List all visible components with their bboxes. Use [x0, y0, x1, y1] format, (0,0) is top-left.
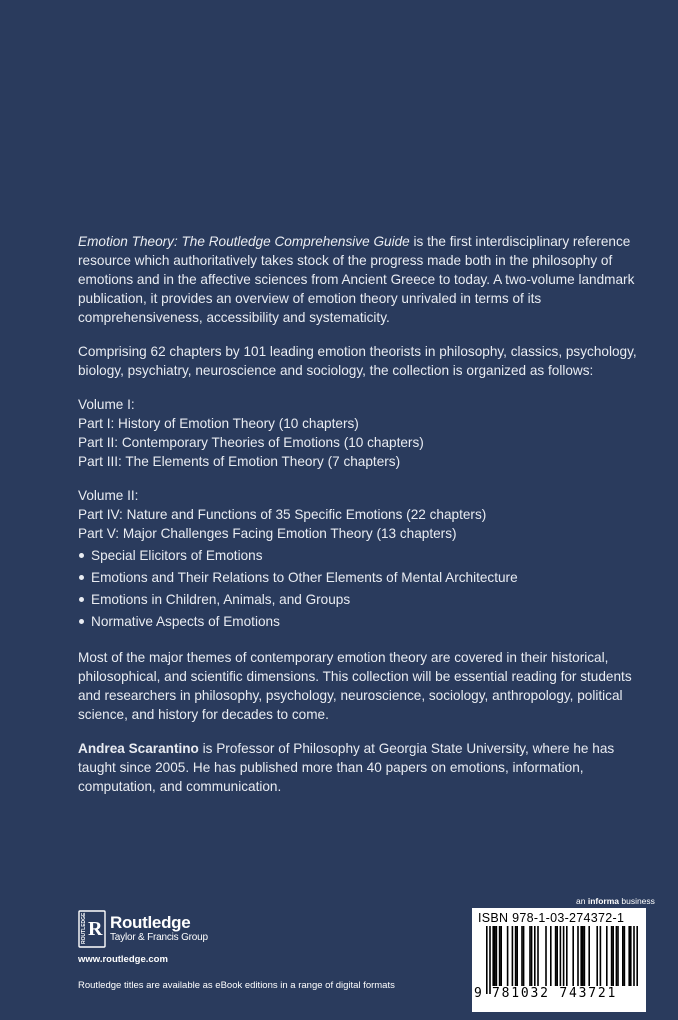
informa-tagline: an informa business: [576, 896, 655, 906]
volume-1-heading: Volume I:: [78, 397, 135, 412]
barcode-bar: [616, 926, 618, 986]
barcode-digits: 781032 743721: [492, 986, 640, 1001]
barcode-bar: [596, 926, 598, 986]
barcode-bar: [531, 926, 533, 986]
part-v-bullets: [78, 546, 638, 631]
barcode-bar: [580, 926, 582, 986]
intro-text: is the first interdisciplinary reference resource which authoritatively takes stock of the progress made both in the philosophy of emotions and in the affective sciences from Ancient Greece to today. A two-volume landmark publication, it provides an overview of emotion theory unrivaled in terms of its comprehensiveness, accessibility and systematicity.: [78, 234, 635, 325]
barcode-bar: [622, 926, 624, 986]
barcode-bar: [566, 926, 568, 986]
barcode-bar: [492, 926, 494, 986]
comprising-paragraph: Comprising 62 chapters by 101 leading emotion theorists in philosophy, classics, psychology, biology, psychiatry, neuroscience and sociology, the collection is organized as follows:: [78, 344, 637, 378]
barcode-bar: [612, 926, 614, 986]
barcode-bar: [489, 926, 491, 994]
barcode-bar: [606, 926, 608, 986]
barcode-bar: [624, 926, 626, 986]
barcode-bar: [628, 926, 630, 986]
intro-paragraph: [78, 232, 638, 327]
barcode-bar: [550, 926, 552, 986]
informa-brand: informa: [587, 896, 619, 906]
barcode-bar: [555, 926, 557, 986]
barcode-bar: [556, 926, 558, 986]
volume-2-list: [78, 486, 638, 543]
barcode-bar: [600, 926, 602, 986]
barcode-bar: [496, 926, 498, 986]
barcode-bar: [582, 926, 584, 986]
volume-1-part: Part I: History of Emotion Theory (10 chapters): [78, 416, 359, 431]
barcode-bar: [529, 926, 531, 986]
logo-letter: R: [88, 918, 103, 940]
barcode-bar: [611, 926, 613, 986]
volume-2-heading: Volume II:: [78, 488, 139, 503]
author-name: Andrea Scarantino: [78, 741, 199, 756]
barcode-bar: [534, 926, 536, 986]
author-bio: is Professor of Philosophy at Georgia State University, where he has taught since 2005. He has published more than 40 papers on emotions, information, computation, and communication.: [78, 741, 615, 794]
volume-1-part: Part II: Contemporary Theories of Emotions (10 chapters): [78, 435, 424, 450]
barcode-bar: [523, 926, 525, 986]
barcode-bar: [572, 926, 574, 986]
barcode-bar: [499, 926, 501, 986]
barcode-bar: [563, 926, 565, 994]
bullet-item: Special Elicitors of Emotions: [78, 546, 638, 565]
volume-1-part: Part III: The Elements of Emotion Theory (7 chapters): [78, 454, 401, 469]
barcode-bar: [512, 926, 514, 986]
barcode-bar: [560, 926, 562, 994]
routledge-logo-icon: [78, 910, 106, 948]
barcode-bar: [486, 926, 488, 994]
barcode-bar: [507, 926, 509, 986]
bullet-item: Emotions in Children, Animals, and Groups: [78, 590, 638, 609]
barcode-bar: [617, 926, 619, 986]
barcode-bar: [537, 926, 539, 986]
publisher-logo: [78, 910, 208, 948]
back-cover-blurb: [78, 232, 638, 811]
barcode-icon: [486, 926, 638, 994]
bullet-item: Normative Aspects of Emotions: [78, 612, 638, 631]
bullet-item: Emotions and Their Relations to Other Elements of Mental Architecture: [78, 568, 638, 587]
publisher-website: www.routledge.com: [78, 954, 168, 965]
barcode-bar: [584, 926, 586, 986]
publisher-name: Routledge: [110, 913, 191, 932]
barcode-bar: [521, 926, 523, 986]
barcode-bar: [515, 926, 517, 986]
barcode-bar: [577, 926, 579, 986]
barcode-bar: [545, 926, 547, 986]
barcode-bar: [630, 926, 632, 986]
book-title: Emotion Theory: The Routledge Comprehensive Guide: [78, 234, 410, 249]
volume-2-part: Part V: Major Challenges Facing Emotion Theory (13 chapters): [78, 526, 457, 541]
barcode-bar: [516, 926, 518, 986]
barcode-bar: [494, 926, 496, 986]
barcode-lead-digit: 9: [474, 986, 482, 1001]
barcode-bar: [636, 926, 638, 994]
publisher-group: Taylor & Francis Group: [110, 932, 208, 943]
isbn-barcode: [472, 908, 646, 1012]
volume-2-part: Part IV: Nature and Functions of 35 Specific Emotions (22 chapters): [78, 507, 487, 522]
ebook-note: Routledge titles are available as eBook editions in a range of digital formats: [78, 980, 395, 991]
barcode-bar: [633, 926, 635, 994]
barcode-bar: [500, 926, 502, 986]
volume-1-list: [78, 395, 638, 471]
logo-side-text: ROUTLEDGE: [81, 912, 87, 944]
barcode-bar: [588, 926, 590, 986]
isbn-number: ISBN 978-1-03-274372-1: [478, 911, 625, 925]
themes-paragraph: Most of the major themes of contemporary emotion theory are covered in their historical, philosophical, and scientific dimensions. This collection will be essential reading for students and researchers in philosophy, psychology, neuroscience, sociology, anthropology, political science, and history for decades to come.: [78, 650, 632, 722]
author-paragraph: [78, 739, 638, 796]
